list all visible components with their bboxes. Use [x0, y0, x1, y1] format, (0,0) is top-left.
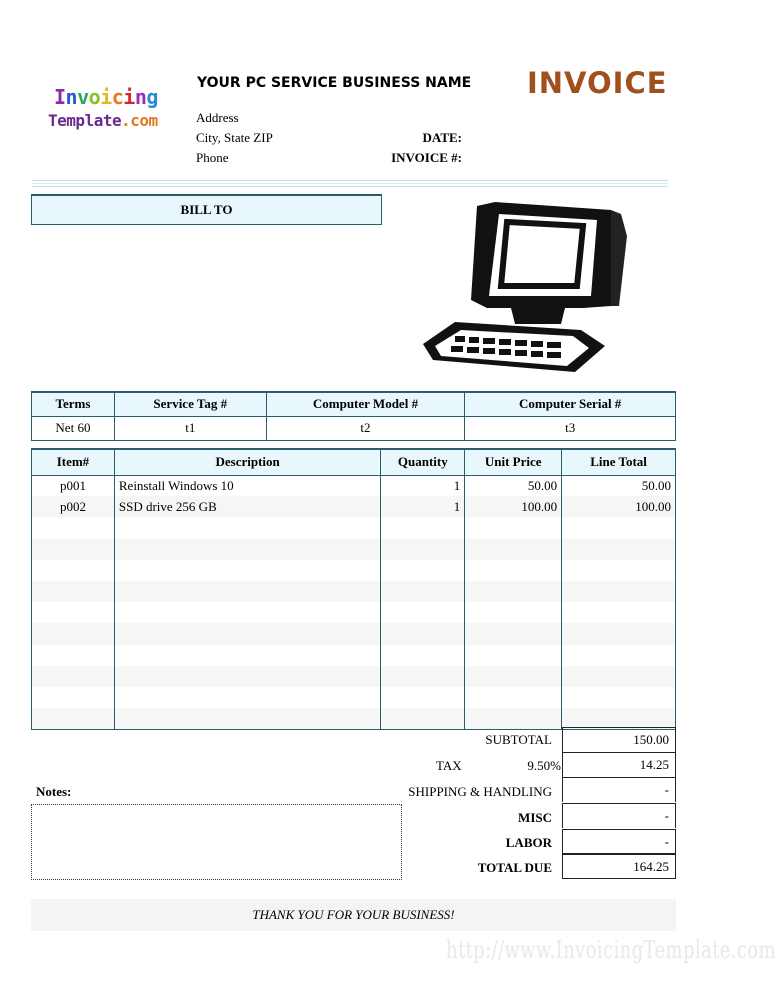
computer-serial-value: t3	[465, 416, 676, 440]
unit-price-cell	[465, 602, 562, 623]
description-cell	[114, 560, 381, 581]
misc-value: -	[562, 803, 676, 828]
unit-price-cell	[465, 581, 562, 602]
line-total-cell	[562, 645, 676, 666]
tax-rate: 9.50%	[527, 758, 561, 773]
header-rule	[32, 183, 668, 184]
watermark-url: http://www.InvoicingTemplate.com	[446, 936, 776, 964]
terms-value: Net 60	[32, 416, 115, 440]
quantity-header: Quantity	[381, 449, 465, 475]
unit-price-cell: 100.00	[465, 496, 562, 517]
description-cell	[114, 687, 381, 708]
unit-price-header: Unit Price	[465, 449, 562, 475]
quantity-cell	[381, 581, 465, 602]
description-cell	[114, 666, 381, 687]
item-number-header: Item#	[32, 449, 115, 475]
table-row	[32, 517, 676, 538]
quantity-cell	[381, 602, 465, 623]
quantity-cell	[381, 623, 465, 644]
service-info-table	[31, 391, 676, 441]
total-due-value: 164.25	[562, 854, 676, 879]
notes-input[interactable]	[31, 804, 402, 880]
service-tag-value: t1	[114, 416, 266, 440]
quantity-cell	[381, 517, 465, 538]
description-cell	[114, 539, 381, 560]
description-cell	[114, 645, 381, 666]
total-due-label: TOTAL DUE	[477, 860, 552, 875]
business-address: Address	[196, 110, 239, 125]
item-number-cell	[32, 666, 115, 687]
item-number-cell	[32, 602, 115, 623]
table-row	[32, 475, 676, 496]
item-number-cell	[32, 539, 115, 560]
tax-value: 14.25	[562, 752, 676, 777]
description-cell	[114, 517, 381, 538]
unit-price-cell: 50.00	[465, 475, 562, 496]
unit-price-cell	[465, 666, 562, 687]
computer-serial-header: Computer Serial #	[465, 392, 676, 416]
shipping-value: -	[562, 777, 676, 802]
line-total-cell	[562, 687, 676, 708]
misc-label: MISC	[518, 810, 552, 825]
table-row	[32, 560, 676, 581]
logo-line-2: Template.com	[48, 111, 158, 130]
business-city-state-zip: City, State ZIP	[196, 130, 273, 145]
unit-price-cell	[465, 560, 562, 581]
table-row	[32, 496, 676, 517]
service-tag-header: Service Tag #	[114, 392, 266, 416]
items-table	[31, 448, 676, 730]
notes-label: Notes:	[36, 784, 72, 799]
computer-model-header: Computer Model #	[266, 392, 465, 416]
table-row	[32, 623, 676, 644]
quantity-cell: 1	[381, 475, 465, 496]
description-cell: Reinstall Windows 10	[114, 475, 381, 496]
line-total-cell	[562, 539, 676, 560]
unit-price-cell	[465, 517, 562, 538]
line-total-cell: 50.00	[562, 475, 676, 496]
line-total-header: Line Total	[562, 449, 676, 475]
table-row	[32, 602, 676, 623]
labor-value: -	[562, 829, 676, 854]
header-rule	[32, 180, 668, 181]
table-row	[32, 539, 676, 560]
header-rule	[32, 186, 668, 187]
quantity-cell	[381, 645, 465, 666]
invoice-title: INVOICE	[527, 66, 668, 100]
description-cell: SSD drive 256 GB	[114, 496, 381, 517]
shipping-label: SHIPPING & HANDLING	[408, 784, 552, 799]
bill-to-header	[31, 194, 382, 225]
item-number-cell	[32, 645, 115, 666]
subtotal-label: SUBTOTAL	[485, 732, 552, 747]
unit-price-cell	[465, 687, 562, 708]
terms-header: Terms	[32, 392, 115, 416]
subtotal-value: 150.00	[562, 727, 676, 752]
item-number-cell	[32, 623, 115, 644]
table-row	[32, 666, 676, 687]
table-row	[32, 581, 676, 602]
item-number-cell	[32, 517, 115, 538]
line-total-cell	[562, 666, 676, 687]
unit-price-cell	[465, 539, 562, 560]
line-total-cell: 100.00	[562, 496, 676, 517]
item-number-cell	[32, 687, 115, 708]
item-number-cell: p001	[32, 475, 115, 496]
line-total-cell	[562, 602, 676, 623]
item-number-cell	[32, 581, 115, 602]
item-number-cell: p002	[32, 496, 115, 517]
quantity-cell	[381, 539, 465, 560]
description-header: Description	[114, 449, 381, 475]
item-number-cell	[32, 560, 115, 581]
unit-price-cell	[465, 645, 562, 666]
line-total-cell	[562, 517, 676, 538]
items-body	[32, 475, 676, 729]
line-total-cell	[562, 560, 676, 581]
thank-you-message: THANK YOU FOR YOUR BUSINESS!	[31, 899, 676, 931]
line-total-cell	[562, 623, 676, 644]
quantity-cell	[381, 666, 465, 687]
quantity-cell	[381, 687, 465, 708]
table-row	[32, 687, 676, 708]
line-total-cell	[562, 581, 676, 602]
business-phone: Phone	[196, 150, 229, 165]
labor-label: LABOR	[505, 835, 552, 850]
desktop-computer-icon	[415, 196, 627, 376]
quantity-cell	[381, 708, 465, 729]
item-number-cell	[32, 708, 115, 729]
quantity-cell	[381, 560, 465, 581]
business-name: YOUR PC SERVICE BUSINESS NAME	[197, 75, 472, 91]
description-cell	[114, 581, 381, 602]
invoice-number-label: INVOICE #:	[391, 150, 462, 165]
quantity-cell: 1	[381, 496, 465, 517]
description-cell	[114, 623, 381, 644]
computer-model-value: t2	[266, 416, 465, 440]
description-cell	[114, 708, 381, 729]
table-row	[32, 645, 676, 666]
description-cell	[114, 602, 381, 623]
bill-to-label: BILL TO	[180, 202, 233, 217]
date-label: DATE:	[422, 130, 462, 145]
tax-label: TAX	[436, 758, 462, 773]
unit-price-cell	[465, 623, 562, 644]
logo-line-1: Invoicing	[54, 85, 158, 109]
company-logo	[48, 84, 168, 132]
unit-price-cell	[465, 708, 562, 729]
